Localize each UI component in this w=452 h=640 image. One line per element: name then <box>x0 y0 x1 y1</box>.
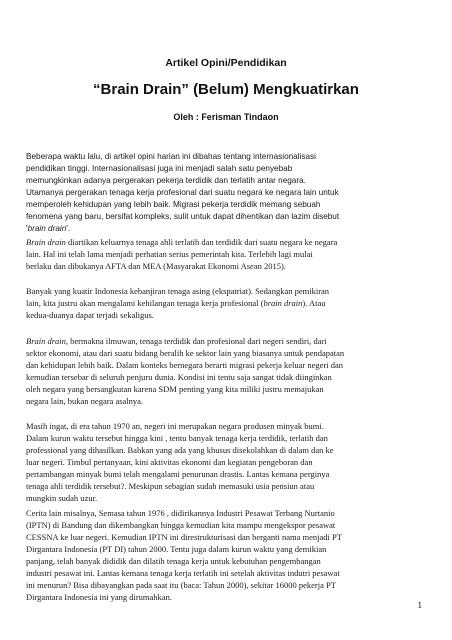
paragraph-1 <box>26 151 426 235</box>
emphasis-text: Brain drain <box>26 336 66 346</box>
paragraph-line: Dirgantara Indonesia (PT DI) tahun 2000. Tentu juga dalam kurun waktu yang demikian <box>26 544 327 554</box>
paragraph-line: tenaga ahli terdidik tersebut?. Meskipun sebagian sudah memasuki usia pensiun atau <box>26 481 315 491</box>
paragraph-line: oleh negara yang bersangkutan karena SDM penting yang kita miliki justru memajukan <box>26 384 324 394</box>
paragraph-line: luar negeri. Timbul pertanyaan, kini aktivitas ekonomi dan kegiatan pengeboran dan <box>26 457 313 467</box>
paragraph-line: Utamanya pergerakan tenaga kerja profesional dari suatu negara ke negara lain untuk <box>26 188 339 197</box>
paragraph-2 <box>26 236 426 272</box>
page-number: 1 <box>417 600 422 610</box>
paragraph-4 <box>26 335 426 407</box>
paragraph-line: pertambangan minyak bumi telah mengalami penurunan drastis. Lantas kemana perginya <box>26 469 330 479</box>
paragraph-line: Cerita lain misalnya, Semasa tahun 1976 , didirikannya Industri Pesawat Terbang Nurtanio <box>26 508 335 518</box>
paragraph-line: negara lain, bukan negara asalnya. <box>26 396 144 406</box>
paragraph-line: fenomena yang baru, bersifat kompleks, sulit untuk dapat dihentikan dan lazim disebut <box>26 212 340 221</box>
paragraph-line: Dirgantara Indonesia ini yang dirumahkan. <box>26 592 172 602</box>
article-category: Artikel Opini/Pendidikan <box>165 57 287 69</box>
paragraph-line: kedua-duanya dapat terjadi sekaligus. <box>26 310 154 320</box>
paragraph-line: memungkinkan adanya pergerakan pekerja terdidik dan terlatih antar negara. <box>26 176 306 185</box>
paragraph-line: pendidikan tinggi. Internasionalisasi juga ini menjadi salah satu penyebab <box>26 164 293 173</box>
paragraph-line: kemudian tersebar di seluruh penjuru dunia. Kondisi ini tentu saja sangat tidak diinginkan <box>26 372 332 382</box>
paragraph-line: panjang, telah banyak dididik dan dilatih tenaga kerja untuk kebutuhan pengembangan <box>26 556 321 566</box>
paragraph-line: memperoleh kehidupan yang lebih baik. Migrasi pekerja terdidik memang sebuah <box>26 200 321 209</box>
paragraph-line: Banyak yang kuatir Indonesia kebanjiran tenaga asing (ekspatriat). Sedangkan pemikiran <box>26 286 330 296</box>
paragraph-line: Brain drain diartikan keluarnya tenaga ahli terlatih dan terdidik dari suatu negara ke negara <box>26 237 338 247</box>
emphasis-text: Brain drain <box>26 237 66 247</box>
paragraph-6 <box>26 507 426 603</box>
paragraph-line: Dalam kurun waktu tersebut hingga kini , tentu banyak tenaga kerja terdidik, terlatih dan <box>26 433 328 443</box>
paragraph-line: Brain drain, bermakna ilmuwan, tenaga terdidik dan profesional dari negeri sendiri, dari <box>26 336 327 346</box>
paragraph-line: Masih ingat, di era tahun 1970 an, negeri ini merupakan negara produsen minyak bumi. <box>26 421 324 431</box>
paragraph-line: berlaku dan dibukanya AFTA dan MEA (Masyarakat Ekonomi Asean 2015). <box>26 261 286 271</box>
paragraph-line: 'brain drain'. <box>26 224 71 233</box>
emphasis-text: brain drain <box>27 224 67 233</box>
paragraph-line: industri pesawat ini. Lantas kemana tenaga kerja terlatih ini setelah aktivitas indutri pesawat <box>26 568 340 578</box>
paragraph-line: sektor ekonomi, atau dari suatu bidang beralih ke sektor lain yang biasanya untuk pendapatan <box>26 348 345 358</box>
paragraph-line: lain. Hal ini telah lama menjadi perhatian serius pemerintah kita. Terlebih lagi mulai <box>26 249 313 259</box>
paragraph-5 <box>26 420 426 504</box>
emphasis-text: brain drain <box>263 298 303 308</box>
article-author: Oleh : Ferisman Tindaon <box>173 112 279 122</box>
article-title: “Brain Drain” (Belum) Mengkuatirkan <box>93 81 359 98</box>
paragraph-line: professional yang dihasilkan. Bahkan yang ada yang khusus disekolahkan di dalam dan ke <box>26 445 334 455</box>
paragraph-line: (IPTN) di Bandung dan dikembangkan hingga kemudian kita mampu mengekspor pesawat <box>26 520 336 530</box>
paragraph-line: ini menurun? Bisa dibayangkan pada saat itu (baca: Tahun 2000), sekitar 16000 pekerja PT <box>26 580 336 590</box>
paragraph-line: mungkin sudah uzur. <box>26 493 98 503</box>
paragraph-line: CESSNA ke luar negeri. Kemudian IPTN ini direstrukturisasi dan berganti nama menjadi PT <box>26 532 342 542</box>
paragraph-line: Beberapa waktu lalu, di artikel opini harian ini dibahas tentang internasionalisasi <box>26 152 316 161</box>
paragraph-line: dan kehidupan lebih baik. Dalam konteks bernegara berarti migrasi pekerja keluar negeri dan <box>26 360 343 370</box>
paragraph-line: lain, kita justru akan mengalami kehilangan tenaga kerja profesional (brain drain). Atau <box>26 298 326 308</box>
paragraph-3 <box>26 285 426 321</box>
